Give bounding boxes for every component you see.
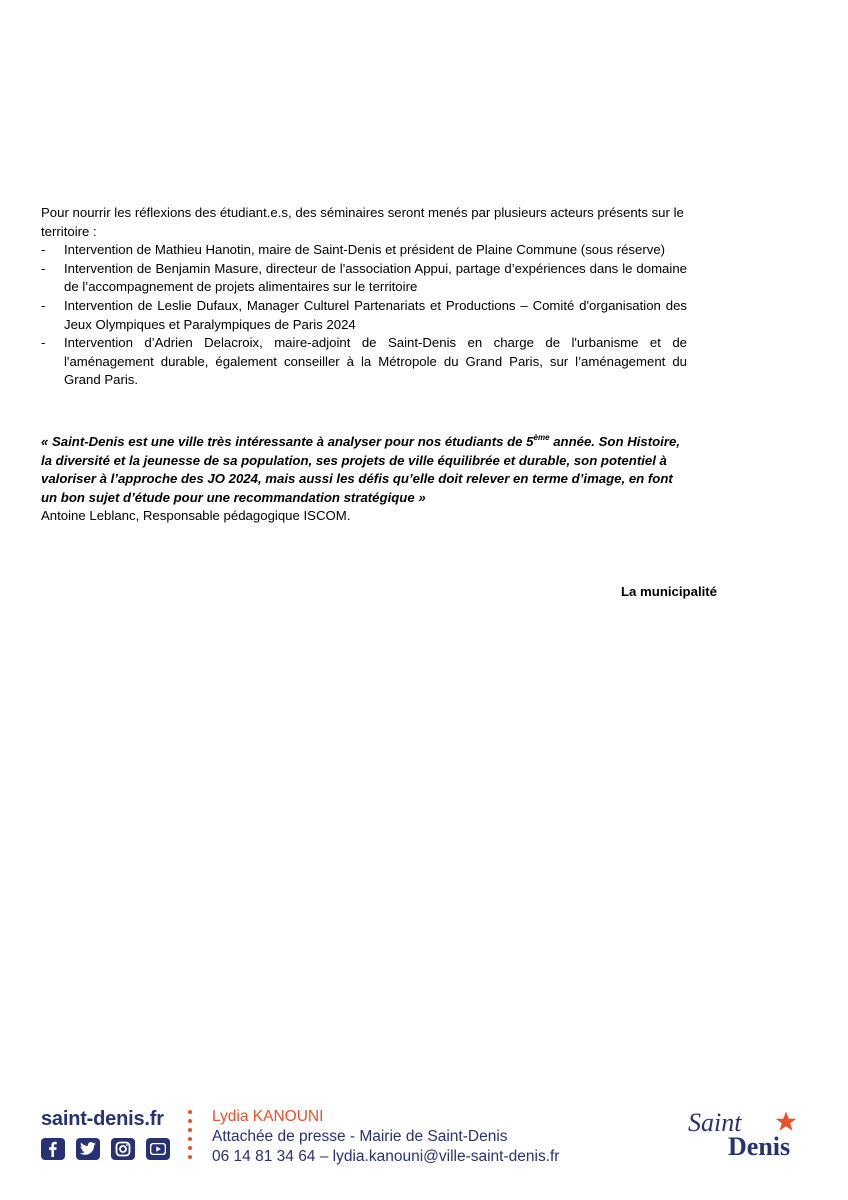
facebook-icon[interactable]: [41, 1138, 65, 1160]
list-item: [41, 260, 687, 297]
seminars-section: [41, 204, 687, 390]
list-bullet: -: [41, 297, 46, 313]
list-item: [41, 297, 687, 334]
seminars-intro: Pour nourrir les réflexions des étudiant.e.s, des séminaires seront menés par plusieurs acteurs présents sur le territoire :: [41, 205, 684, 239]
list-bullet: -: [41, 242, 46, 258]
list-item: [41, 334, 687, 390]
list-item-text: Intervention de Mathieu Hanotin, maire de Saint-Denis et président de Plaine Commune (sous réserve): [64, 242, 666, 258]
quote-part-2: année. Son Histoire, la diversité et la jeunesse de sa population, ses projets de ville équilibrée et durable, son potentiel à valoriser à l’approche des JO 2024, mais aussi les défis qu’elle doit relever en terme d’image, en font un bon sujet d’étude pour une recommandation stratégique »: [41, 434, 680, 505]
social-icons: [41, 1138, 170, 1160]
signature: La municipalité: [621, 584, 717, 599]
list-item-text: Intervention de Benjamin Masure, directeur de l'association Appui, partage d’expériences dans le domaine de l’accompagnement de projets alimentaires sur le territoire: [64, 260, 687, 295]
quote-text: [41, 433, 687, 507]
logo-text-saint: Saint: [688, 1108, 742, 1137]
quote-superscript: ème: [533, 432, 550, 442]
quote-part-1: « Saint-Denis est une ville très intéressante à analyser pour nos étudiants de 5: [41, 434, 534, 449]
quote-section: [41, 433, 687, 526]
contact-role: Attachée de presse - Mairie de Saint-Denis: [212, 1128, 508, 1145]
instagram-icon[interactable]: [111, 1138, 135, 1160]
logo-text-denis: Denis: [728, 1132, 791, 1161]
quote-author: Antoine Leblanc, Responsable pédagogique ISCOM.: [41, 508, 351, 524]
list-item-text: Intervention d’Adrien Delacroix, maire-adjoint de Saint-Denis en charge de l'urbanisme et de l'aménagement durable, également conseiller à la Métropole du Grand Paris, sur l’aménagement du Grand Paris.: [64, 335, 687, 388]
twitter-icon[interactable]: [76, 1138, 100, 1160]
saint-denis-logo: [688, 1108, 816, 1166]
footer-dot-separator: [188, 1110, 194, 1166]
list-item: [41, 241, 687, 260]
list-bullet: -: [41, 335, 46, 351]
list-bullet: -: [41, 260, 46, 276]
list-item-text: Intervention de Leslie Dufaux, Manager Culturel Partenariats et Productions – Comité d'organisation des Jeux Olympiques et Paralympiques de Paris 2024: [64, 297, 687, 332]
contact-name: Lydia KANOUNI: [212, 1108, 324, 1125]
star-icon: [774, 1110, 798, 1134]
seminars-list: [41, 241, 687, 390]
footer-website[interactable]: saint-denis.fr: [41, 1108, 164, 1130]
youtube-icon[interactable]: [146, 1138, 170, 1160]
press-contact: [212, 1107, 559, 1167]
contact-details[interactable]: 06 14 81 34 64 – lydia.kanouni@ville-saint-denis.fr: [212, 1148, 560, 1165]
